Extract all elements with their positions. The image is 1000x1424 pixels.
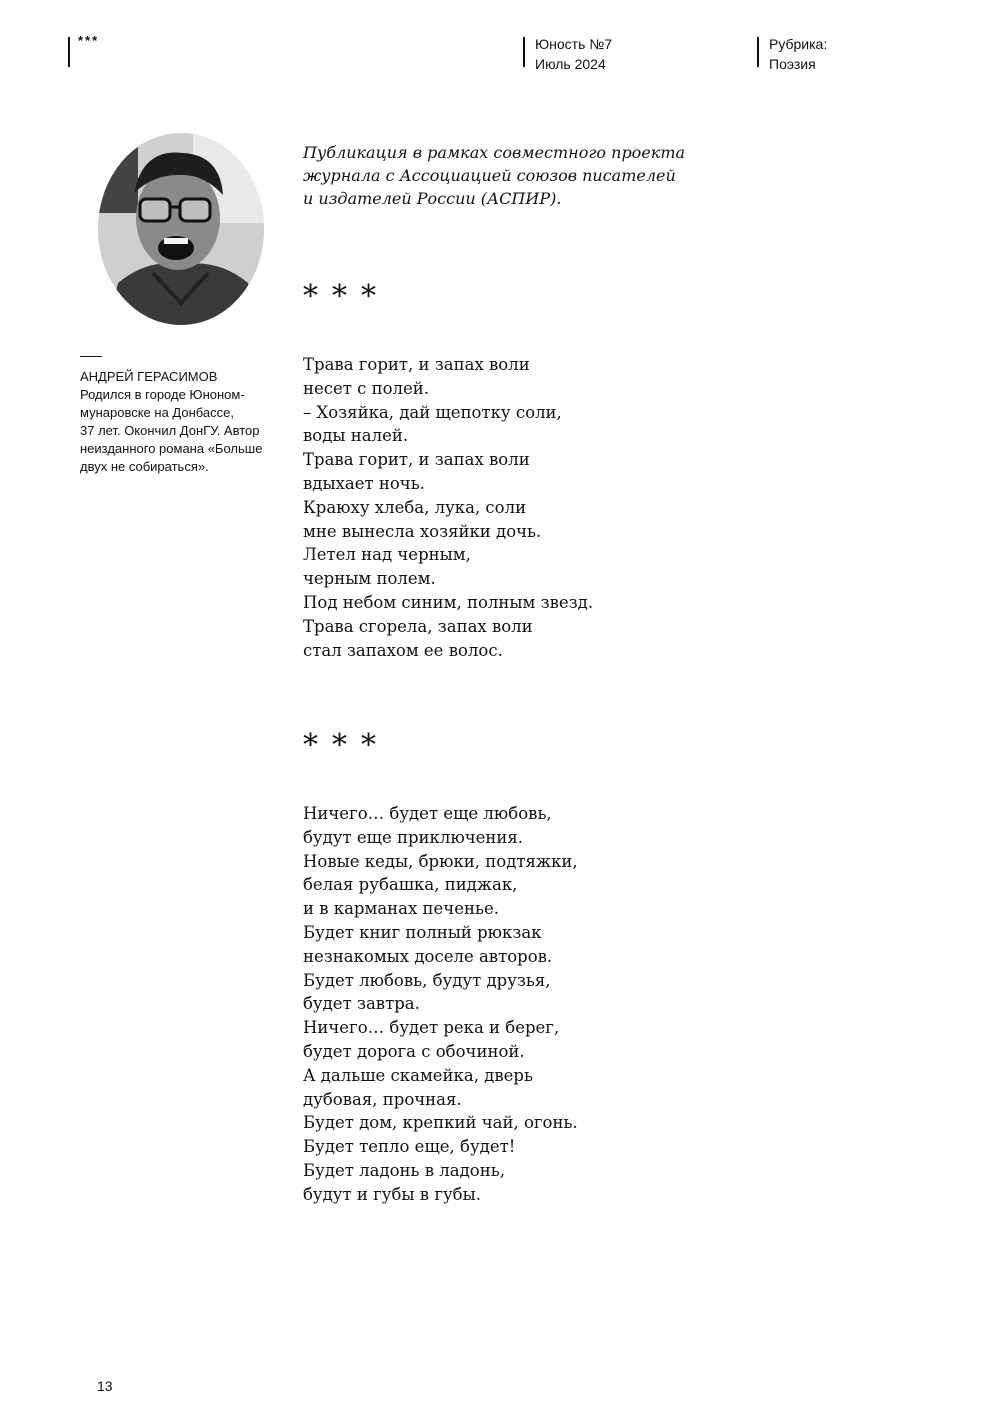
poem-line: Ничего… будет еще любовь, (303, 804, 552, 823)
poem-line: незнакомых доселе авторов. (303, 946, 553, 966)
poem-line: Трава сгорела, запах воли (303, 616, 533, 636)
poem-line: Новые кеды, брюки, подтяжки, (303, 851, 578, 871)
author-name: АНДРЕЙ ГЕРАСИМОВ (80, 369, 218, 384)
poem-line: Под небом синим, полным звезд. (303, 592, 594, 612)
bio-line: Родился в городе Юноном- (80, 387, 245, 402)
poem-1-heading: *** (303, 279, 390, 314)
poem-line: Будет тепло еще, будет! (303, 1137, 516, 1157)
note-line: и издателей России (АСПИР). (303, 189, 562, 208)
poem-line: стал запахом ее волос. (303, 640, 503, 660)
poem-line: Будет ладонь в ладонь, (303, 1160, 505, 1180)
author-bio (80, 368, 280, 476)
header-section-mark: *** (78, 33, 100, 48)
poem-line: Трава горит, и запах воли (303, 450, 530, 470)
poem-line: Будет любовь, будут друзья, (303, 970, 551, 990)
poem-line: мне вынесла хозяйки дочь. (303, 521, 542, 541)
poem-line: дубовая, прочная. (303, 1089, 462, 1109)
poem-line: и в карманах печенье. (303, 899, 499, 919)
poem-line: несет с полей. (303, 378, 430, 398)
bio-line: неизданного романа «Больше (80, 441, 263, 456)
poem-line: будет завтра. (303, 994, 420, 1014)
page-number: 13 (97, 1378, 113, 1394)
poem-line: будут и губы в губы. (303, 1184, 481, 1204)
issue-date: Июль 2024 (535, 56, 606, 72)
poem-2-heading: *** (303, 728, 390, 763)
header-issue (535, 34, 612, 74)
note-line: журнала с Ассоциацией союзов писателей (303, 166, 676, 185)
magazine-title: Юность №7 (535, 36, 613, 52)
poem-line: Летел над черным, (303, 545, 471, 565)
poem-line: воды налей. (303, 426, 409, 446)
rubric-label: Рубрика: (769, 36, 828, 52)
header-middle-divider (523, 37, 525, 67)
bio-dash (80, 356, 102, 357)
poem-line: Будет книг полный рюкзак (303, 922, 542, 942)
poem-line: Краюху хлеба, лука, соли (303, 497, 527, 517)
poem-line: черным полем. (303, 569, 436, 589)
poem-line: будут еще приключения. (303, 827, 524, 847)
poem-line: вдыхает ночь. (303, 473, 425, 493)
bio-line: мунаровске на Донбассе, (80, 405, 234, 420)
poem-2 (303, 802, 703, 1207)
header-rubric (769, 34, 827, 74)
poem-line: будет дорога с обочиной. (303, 1041, 525, 1061)
publication-note (303, 141, 723, 210)
bio-line: 37 лет. Окончил ДонГУ. Автор (80, 423, 260, 438)
poem-line: Ничего… будет река и берег, (303, 1018, 560, 1038)
poem-line: белая рубашка, пиджак, (303, 875, 518, 895)
rubric-value: Поэзия (769, 56, 816, 72)
poem-line: Будет дом, крепкий чай, огонь. (303, 1113, 578, 1133)
author-photo (98, 133, 264, 325)
bio-line: двух не собираться». (80, 459, 209, 474)
poem-1 (303, 353, 703, 662)
header-left-divider (68, 37, 70, 67)
poem-line: Трава горит, и запах воли (303, 355, 530, 374)
poem-line: А дальше скамейка, дверь (303, 1065, 533, 1085)
header-right-divider (757, 37, 759, 67)
poem-line: – Хозяйка, дай щепотку соли, (303, 402, 562, 422)
note-line: Публикация в рамках совместного проекта (303, 143, 686, 162)
